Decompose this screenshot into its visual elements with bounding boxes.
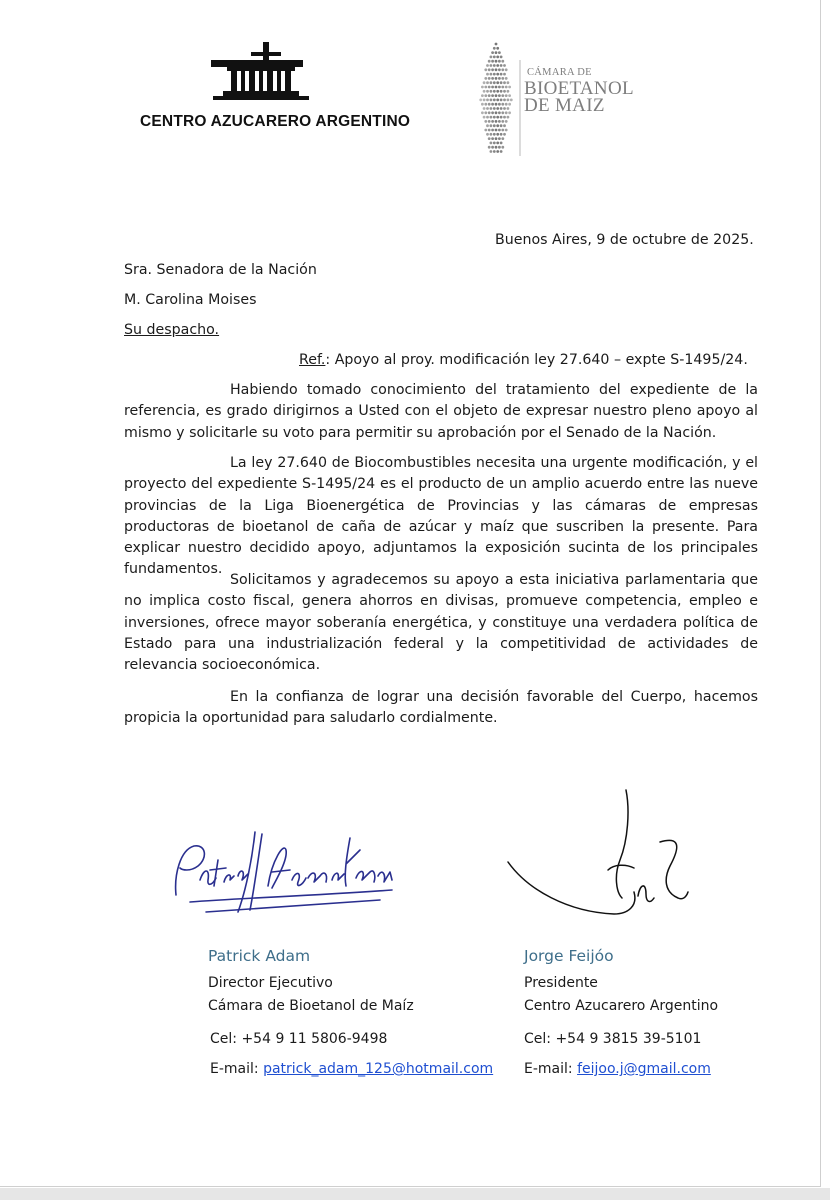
logo-dot <box>493 73 496 76</box>
recipient-name: M. Carolina Moises <box>124 292 257 308</box>
sugar-mill-press-icon <box>205 40 315 102</box>
logo-dot <box>484 68 487 71</box>
logo-dot <box>500 90 503 93</box>
logo-dot <box>486 124 489 127</box>
logo-dot <box>495 129 498 132</box>
logo-dot <box>500 107 503 110</box>
logo-dot <box>490 116 493 119</box>
logo-dot <box>496 107 499 110</box>
logo-dot <box>486 64 489 67</box>
recipient-office: Su despacho. <box>124 322 220 338</box>
paragraph-3: Solicitamos y agradecemos su apoyo a esta iniciativa parlamentaria que no implica costo fiscal, genera ahorros en divisas, promueve competencia, empleo e inversiones, ofrece mayor soberanía energética, y constituye una verdadera política de Estado para una industrialización federal y la competitividad de actividades de relevancia socioeconómica. <box>124 572 758 674</box>
logo-dot <box>498 129 501 132</box>
logo-dot <box>490 90 493 93</box>
logo-dot <box>505 103 508 106</box>
logo-dot <box>496 73 499 76</box>
logo-dot <box>500 150 503 153</box>
logo-dot <box>507 116 510 119</box>
logo-dot <box>501 146 504 149</box>
logo-dot <box>508 111 511 114</box>
logo-dot <box>493 116 496 119</box>
phone-number: +54 9 11 5806-9498 <box>241 1031 388 1047</box>
logo-dot <box>484 86 487 89</box>
logo-dot <box>495 43 498 46</box>
logo-dot <box>495 137 498 140</box>
logo-dot <box>481 103 484 106</box>
logo-dot <box>498 111 501 114</box>
logo-dot <box>484 94 487 97</box>
letter-date: Buenos Aires, 9 de octubre de 2025. <box>495 232 754 248</box>
logo-dot <box>488 137 491 140</box>
logo-dot <box>498 146 501 149</box>
logo-dot <box>495 103 498 106</box>
logo-dot <box>501 137 504 140</box>
logo-dot <box>495 120 498 123</box>
logo-dot <box>503 99 506 102</box>
logo-dot <box>493 47 496 50</box>
signatory-name-1: Patrick Adam <box>208 947 311 965</box>
logo-dot <box>508 94 511 97</box>
signatory-phone-1 <box>210 1031 387 1047</box>
logo-dot <box>483 99 486 102</box>
logo-dot <box>493 99 496 102</box>
logo-dot <box>507 81 510 84</box>
logo-dot <box>481 111 484 114</box>
logo-dot <box>501 86 504 89</box>
logo-dot <box>503 90 506 93</box>
logo-dot <box>481 94 484 97</box>
signatory-email-2 <box>524 1061 711 1077</box>
logo-dot <box>505 129 508 132</box>
logo-dot <box>488 86 491 89</box>
logo-dot <box>479 99 482 102</box>
logo-dot <box>486 116 489 119</box>
org-name-right-line1: BIOETANOL <box>524 78 634 99</box>
logo-dot <box>508 103 511 106</box>
logo-dot <box>496 124 499 127</box>
signatory-email-1 <box>210 1061 493 1077</box>
logo-dot <box>508 86 511 89</box>
logo-dot <box>490 124 493 127</box>
logo-dot <box>496 142 499 145</box>
reference-line <box>299 352 748 368</box>
logo-dot <box>493 90 496 93</box>
logo-dot <box>490 64 493 67</box>
logo-dot <box>486 90 489 93</box>
logo-dot <box>500 99 503 102</box>
logo-dot <box>483 116 486 119</box>
logo-dot <box>493 150 496 153</box>
logo-dot <box>484 120 487 123</box>
signature-patrick-adam <box>160 820 405 930</box>
signature-jorge-feijoo <box>488 780 708 940</box>
logo-dot <box>507 90 510 93</box>
logo-dot <box>486 107 489 110</box>
logo-dot <box>481 86 484 89</box>
logo-dot <box>490 99 493 102</box>
logo-dot <box>500 81 503 84</box>
logo-dot <box>490 56 493 59</box>
logo-dot <box>501 103 504 106</box>
logo-dot <box>495 51 498 54</box>
logo-dot <box>490 73 493 76</box>
logo-dot <box>496 64 499 67</box>
logo-dot <box>498 77 501 80</box>
logo-dot <box>505 120 508 123</box>
logo-dot <box>496 90 499 93</box>
logo-dot <box>505 77 508 80</box>
logo-dot <box>488 77 491 80</box>
logo-dot <box>503 133 506 136</box>
logo-dot <box>488 60 491 63</box>
logo-dot <box>495 60 498 63</box>
logo-dot <box>493 81 496 84</box>
email-label: E-mail: <box>524 1061 578 1077</box>
logo-dot <box>501 94 504 97</box>
logo-dot <box>495 86 498 89</box>
logo-dot <box>490 133 493 136</box>
logo-dot <box>507 107 510 110</box>
logo-dot <box>484 103 487 106</box>
logo-dot <box>501 60 504 63</box>
logo-dot <box>488 68 491 71</box>
logo-dot <box>493 64 496 67</box>
logo-dot <box>500 64 503 67</box>
signatory-title-2: Presidente <box>524 975 598 991</box>
logo-dot <box>491 60 494 63</box>
logo-dot <box>483 90 486 93</box>
logo-dot <box>488 103 491 106</box>
org-name-right-line2: DE MAIZ <box>524 95 605 116</box>
logo-dot <box>495 111 498 114</box>
paragraph-1: Habiendo tomado conocimiento del tratamiento del expediente de la referencia, es grado dirigirnos a Usted con el objeto de expresar nuestro pleno apoyo al mismo y solicitarle su voto para permitir su aprobación por el Senado de la Nación. <box>124 382 758 441</box>
signatory-title-1: Director Ejecutivo <box>208 975 333 991</box>
logo-dot <box>484 129 487 132</box>
logo-dot <box>496 116 499 119</box>
logo-dot <box>491 103 494 106</box>
logo-dot <box>486 99 489 102</box>
email-label: E-mail: <box>210 1061 264 1077</box>
logo-dot <box>491 137 494 140</box>
logo-dot <box>493 107 496 110</box>
logo-dot <box>495 77 498 80</box>
email-link[interactable]: patrick_adam_125@hotmail.com <box>263 1061 494 1077</box>
logo-dot <box>500 142 503 145</box>
logo-dot <box>501 77 504 80</box>
logo-dot <box>495 94 498 97</box>
logo-dot <box>491 77 494 80</box>
logo-dot <box>503 116 506 119</box>
logo-dot <box>496 56 499 59</box>
logo-dot <box>491 146 494 149</box>
signatory-org-1: Cámara de Bioetanol de Maíz <box>208 998 414 1014</box>
logo-dot <box>505 86 508 89</box>
logo-dot <box>500 124 503 127</box>
logo-dot <box>491 68 494 71</box>
logo-dot <box>491 51 494 54</box>
logo-dot <box>498 137 501 140</box>
logo-dot <box>503 81 506 84</box>
logo-dot <box>491 86 494 89</box>
logo-dot <box>488 94 491 97</box>
email-link[interactable]: feijoo.j@gmail.com <box>577 1061 711 1077</box>
logo-dot <box>488 129 491 132</box>
logo-dot <box>493 133 496 136</box>
logo-dot <box>490 150 493 153</box>
logo-dot <box>484 77 487 80</box>
paragraph-2: La ley 27.640 de Biocombustibles necesita una urgente modificación, y el proyecto del expediente S-1495/24 es el producto de un amplio acuerdo entre las nueve provincias de la Liga Bioenergética de Provincias y las cámaras de empresas productoras de bioetanol de caña de azúcar y maíz que suscriben la presente. Para explicar nuestro decidido apoyo, adjuntamos la exposición sucinta de los principales fundamentos. <box>124 455 758 578</box>
logo-dot <box>498 94 501 97</box>
phone-label: Cel: <box>210 1031 242 1047</box>
signatory-org-2: Centro Azucarero Argentino <box>524 998 719 1014</box>
logo-dot <box>495 146 498 149</box>
logo-dot <box>498 120 501 123</box>
paragraph-4: En la confianza de lograr una decisión favorable del Cuerpo, hacemos propicia la oportunidad para saludarlo cordialmente. <box>124 689 758 727</box>
logo-dot <box>490 81 493 84</box>
signatory-name-2: Jorge Feijóo <box>524 947 614 965</box>
logo-dot <box>505 68 508 71</box>
logo-dot <box>490 107 493 110</box>
logo-dot <box>486 73 489 76</box>
logo-dot <box>486 133 489 136</box>
signatory-phone-2 <box>524 1031 701 1047</box>
logo-dot <box>498 103 501 106</box>
org-name-left: CENTRO AZUCARERO ARGENTINO <box>140 113 411 130</box>
logo-dot <box>496 81 499 84</box>
logo-dot <box>501 68 504 71</box>
logo-dot <box>500 133 503 136</box>
org-name-right-small: CÁMARA DE <box>527 67 592 78</box>
logo-dot <box>503 64 506 67</box>
logo-dot <box>493 56 496 59</box>
recipient-title: Sra. Senadora de la Nación <box>124 262 317 278</box>
logo-dot <box>498 68 501 71</box>
logo-dot <box>483 107 486 110</box>
logo-dot <box>503 124 506 127</box>
logo-dot <box>498 86 501 89</box>
logo-dot <box>498 51 501 54</box>
logo-dot <box>498 60 501 63</box>
logo-dot <box>488 111 491 114</box>
logo-dot <box>493 124 496 127</box>
logo-dot <box>490 142 493 145</box>
logo-dot <box>486 81 489 84</box>
logo-dot <box>488 120 491 123</box>
logo-dot <box>500 56 503 59</box>
logo-dot <box>503 73 506 76</box>
logo-dot <box>510 99 513 102</box>
logo-dot <box>493 142 496 145</box>
phone-label: Cel: <box>524 1031 556 1047</box>
logo-dot <box>505 94 508 97</box>
logo-dot <box>505 111 508 114</box>
logo-dot <box>491 129 494 132</box>
logo-dot <box>484 111 487 114</box>
logo-dot <box>501 120 504 123</box>
logo-dot <box>495 68 498 71</box>
reference-text: : Apoyo al proy. modificación ley 27.640 – expte S-1495/24. <box>325 352 748 368</box>
logo-dot <box>488 146 491 149</box>
logo-dot <box>496 47 499 50</box>
logo-dot <box>491 111 494 114</box>
logo-dot <box>500 73 503 76</box>
page-bottom-strip <box>0 1188 830 1200</box>
logo-dot <box>501 111 504 114</box>
reference-label: Ref. <box>299 352 326 368</box>
logo-dot <box>503 107 506 110</box>
logo-dot <box>500 116 503 119</box>
logo-dot <box>496 133 499 136</box>
logo-dot <box>491 94 494 97</box>
logo-dot <box>483 81 486 84</box>
logo-dot <box>507 99 510 102</box>
logo-dot <box>491 120 494 123</box>
logo-dot <box>496 150 499 153</box>
logo-dot <box>496 99 499 102</box>
logo-dot <box>501 129 504 132</box>
phone-number: +54 9 3815 39-5101 <box>555 1031 702 1047</box>
